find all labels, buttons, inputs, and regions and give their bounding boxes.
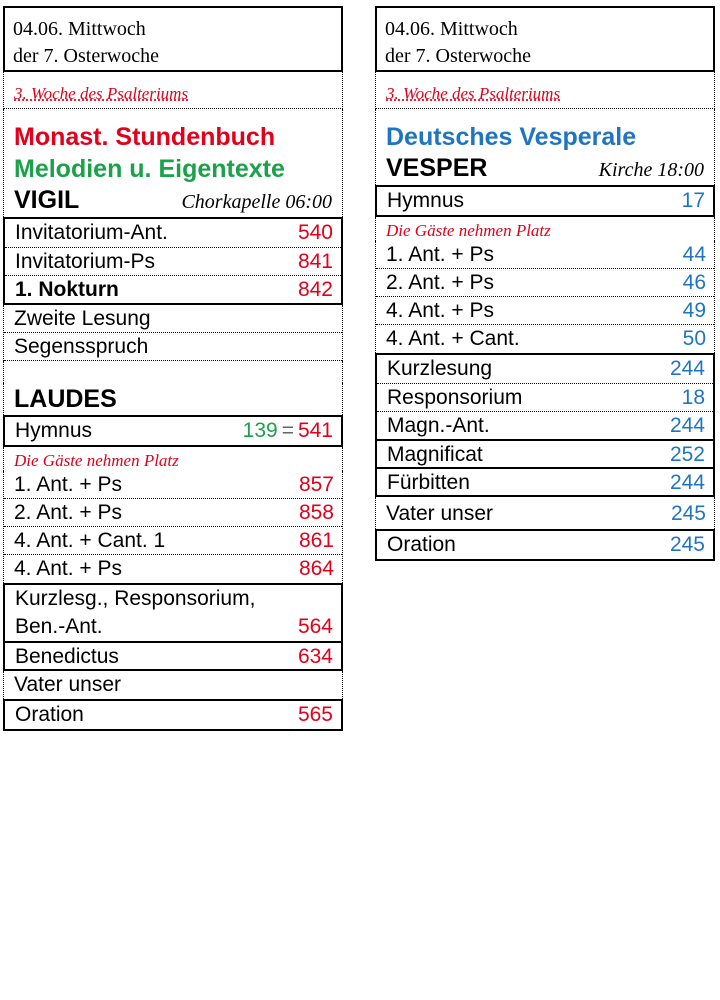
item-label: 4. Ant. + Cant. 1 bbox=[14, 529, 166, 552]
item-label: 4. Ant. + Ps bbox=[386, 299, 494, 322]
page-number: 244 bbox=[669, 471, 705, 494]
list-item bbox=[5, 585, 341, 641]
page-number: 564 bbox=[297, 615, 333, 638]
vesper-main-group bbox=[375, 353, 715, 497]
list-item bbox=[377, 187, 713, 215]
item-label: 1. Nokturn bbox=[15, 278, 119, 301]
vesper-psalms bbox=[375, 241, 715, 353]
date-line: 04.06. Mittwoch bbox=[13, 18, 146, 40]
item-label: Benedictus bbox=[15, 645, 119, 668]
page-number: 44 bbox=[682, 243, 706, 266]
week-name: der 7. Osterwoche bbox=[385, 45, 532, 67]
item-label: Responsorium bbox=[387, 386, 523, 409]
item-label: Invitatorium-Ps bbox=[15, 250, 156, 273]
page-number: 46 bbox=[682, 271, 706, 294]
book-header bbox=[3, 109, 343, 217]
laudes-psalms bbox=[3, 471, 343, 583]
page-number: 541 bbox=[297, 419, 333, 442]
psalter-week-box bbox=[375, 72, 715, 109]
hymnus-pages bbox=[243, 417, 333, 445]
equals-sign: = bbox=[281, 419, 294, 442]
item-label: Kurzlesg., Responsorium, bbox=[15, 587, 256, 610]
page-number: 49 bbox=[682, 299, 706, 322]
vigil-place: Chorkapelle 06:00 bbox=[181, 191, 332, 213]
laudes-hymnus-group bbox=[3, 415, 343, 447]
book-header bbox=[375, 109, 715, 185]
list-item bbox=[377, 439, 713, 467]
item-label: Zweite Lesung bbox=[14, 307, 151, 330]
page-number: 864 bbox=[298, 557, 334, 580]
laudes-vater bbox=[3, 671, 343, 699]
page-number: 18 bbox=[681, 386, 705, 409]
list-item bbox=[4, 527, 342, 555]
item-label: 4. Ant. + Ps bbox=[14, 557, 122, 580]
item-label: Kurzlesung bbox=[387, 357, 493, 380]
item-label: Magnificat bbox=[387, 443, 483, 466]
page-number: 842 bbox=[297, 278, 333, 301]
guests-note: Die Gäste nehmen Platz bbox=[375, 217, 715, 241]
page-number: 841 bbox=[297, 250, 333, 273]
page-number: 17 bbox=[681, 189, 705, 212]
list-item bbox=[377, 383, 713, 411]
list-item bbox=[377, 411, 713, 439]
list-item bbox=[4, 555, 342, 583]
page-number: 245 bbox=[670, 502, 706, 525]
item-label: Fürbitten bbox=[387, 471, 470, 494]
item-label: 2. Ant. + Ps bbox=[14, 501, 122, 524]
vesper-hymnus-group bbox=[375, 185, 715, 217]
page-number: 858 bbox=[298, 501, 334, 524]
page-number: 565 bbox=[297, 703, 333, 726]
book-title-green: Melodien u. Eigentexte bbox=[14, 155, 285, 183]
psalter-week: 3. Woche des Psalteriums bbox=[14, 84, 189, 103]
laudes-oration-group bbox=[3, 699, 343, 731]
item-label: Oration bbox=[15, 703, 84, 726]
item-label: Ben.-Ant. bbox=[15, 615, 103, 638]
page-number: 244 bbox=[669, 357, 705, 380]
item-label: 2. Ant. + Ps bbox=[386, 271, 494, 294]
list-item bbox=[4, 471, 342, 499]
list-item bbox=[377, 355, 713, 383]
list-item bbox=[5, 275, 341, 303]
right-column bbox=[375, 6, 715, 561]
list-item bbox=[5, 641, 341, 669]
page-number: 50 bbox=[682, 327, 706, 350]
item-second-line bbox=[15, 613, 333, 641]
week-name: der 7. Osterwoche bbox=[13, 45, 160, 67]
list-item bbox=[376, 325, 714, 353]
psalter-week: 3. Woche des Psalteriums bbox=[386, 84, 561, 103]
vesper-place: Kirche 18:00 bbox=[598, 159, 704, 181]
list-item bbox=[376, 497, 714, 529]
list-item bbox=[4, 671, 342, 699]
list-item bbox=[376, 241, 714, 269]
list-item bbox=[377, 531, 713, 559]
list-item bbox=[377, 467, 713, 495]
item-label: Hymnus bbox=[387, 189, 465, 212]
page-number: 540 bbox=[297, 221, 333, 244]
item-label: 4. Ant. + Cant. bbox=[386, 327, 520, 350]
book-title-red: Monast. Stundenbuch bbox=[14, 123, 276, 151]
list-item bbox=[376, 269, 714, 297]
list-item bbox=[5, 219, 341, 247]
item-label: Vater unser bbox=[386, 502, 493, 525]
list-item bbox=[5, 417, 341, 445]
vigil-group bbox=[3, 217, 343, 305]
left-column bbox=[3, 6, 343, 731]
item-label: Invitatorium-Ant. bbox=[15, 221, 168, 244]
psalter-week-box bbox=[3, 72, 343, 109]
page-number: 861 bbox=[298, 529, 334, 552]
item-label: Magn.-Ant. bbox=[387, 414, 490, 437]
vigil-title: VIGIL bbox=[14, 186, 80, 214]
guests-note: Die Gäste nehmen Platz bbox=[3, 447, 343, 471]
vigil-extra bbox=[3, 305, 343, 361]
list-item bbox=[5, 701, 341, 729]
vesper-oration-group bbox=[375, 529, 715, 561]
list-item bbox=[5, 247, 341, 275]
item-label: Hymnus bbox=[15, 419, 93, 442]
vesper-title: VESPER bbox=[386, 154, 488, 182]
page-number: 634 bbox=[297, 645, 333, 668]
page-number-green: 139 bbox=[242, 419, 278, 442]
item-label: Vater unser bbox=[14, 673, 121, 696]
date-box bbox=[375, 6, 715, 72]
item-label: Segensspruch bbox=[14, 335, 149, 358]
item-label: 1. Ant. + Ps bbox=[14, 473, 122, 496]
laudes-main-group bbox=[3, 583, 343, 671]
list-item bbox=[376, 297, 714, 325]
vesper-vater bbox=[375, 497, 715, 529]
date-line: 04.06. Mittwoch bbox=[385, 18, 518, 40]
vigil-heading bbox=[14, 185, 332, 217]
list-item bbox=[4, 499, 342, 527]
list-item bbox=[4, 333, 342, 361]
list-item bbox=[4, 305, 342, 333]
vesper-heading bbox=[386, 153, 704, 185]
book-title-blue: Deutsches Vesperale bbox=[386, 123, 637, 151]
spacer bbox=[3, 361, 343, 383]
date-box bbox=[3, 6, 343, 72]
item-label: 1. Ant. + Ps bbox=[386, 243, 494, 266]
page-number: 244 bbox=[669, 414, 705, 437]
page-number: 252 bbox=[669, 443, 705, 466]
page-number: 857 bbox=[298, 473, 334, 496]
item-label: Oration bbox=[387, 533, 456, 556]
page-number: 245 bbox=[669, 533, 705, 556]
laudes-title: LAUDES bbox=[3, 383, 343, 415]
